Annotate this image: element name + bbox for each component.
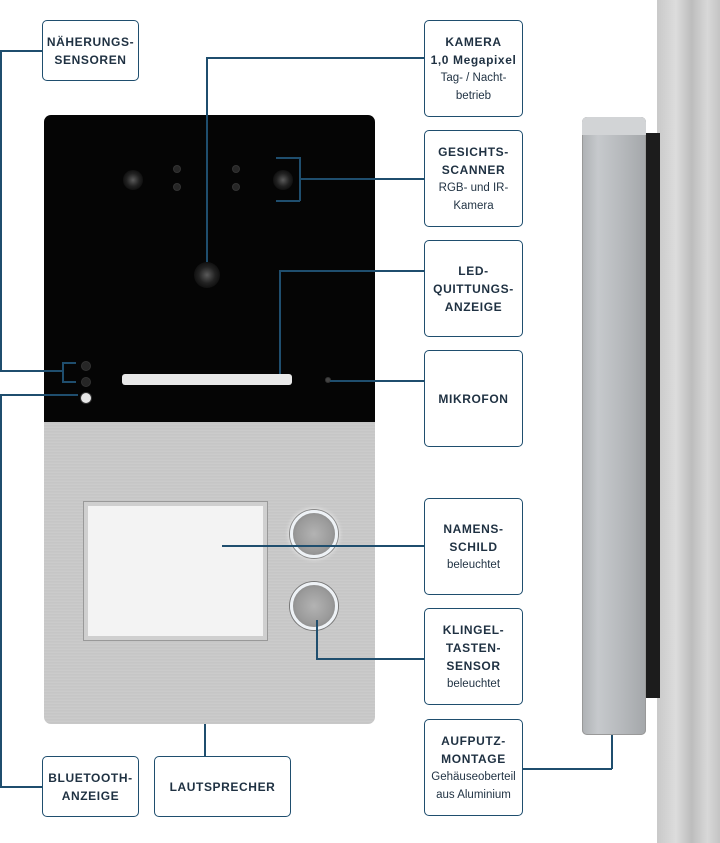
label-subtitle: RGB- und IR- Kamera xyxy=(438,181,509,212)
label-subtitle: Tag- / Nacht- betrieb xyxy=(440,71,507,102)
connector-line xyxy=(0,786,42,788)
connector-line xyxy=(279,270,424,272)
label-face-scanner xyxy=(424,130,523,227)
label-title: KLINGEL- TASTEN- SENSOR xyxy=(442,622,505,673)
connector-line xyxy=(0,370,62,372)
face-scanner-left-camera xyxy=(123,170,143,190)
connector-line xyxy=(330,380,424,382)
label-camera xyxy=(424,20,523,117)
connector-line xyxy=(316,620,318,659)
connector-line xyxy=(62,381,76,383)
face-scanner-right-camera xyxy=(273,170,293,190)
connector-line xyxy=(611,735,613,769)
label-camera-resolution: 1,0 Megapixel xyxy=(430,52,517,67)
side-view-housing xyxy=(582,117,646,735)
label-surface-mount xyxy=(424,719,523,816)
label-led-indicator xyxy=(424,240,523,337)
label-title: NÄHERUNGS- SENSOREN xyxy=(46,34,135,67)
label-title: MIKROFON xyxy=(438,391,509,406)
label-title: BLUETOOTH- ANZEIGE xyxy=(48,770,133,803)
ir-led-dot xyxy=(174,184,180,190)
label-title: GESICHTS- SCANNER xyxy=(438,144,509,177)
connector-line xyxy=(299,178,424,180)
connector-line xyxy=(276,157,300,159)
connector-line xyxy=(316,658,424,660)
connector-line xyxy=(523,768,612,770)
name-plate xyxy=(84,502,267,640)
connector-line xyxy=(0,394,2,786)
label-subtitle: beleuchtet xyxy=(446,558,501,571)
proximity-sensor xyxy=(82,378,90,386)
connector-line xyxy=(279,270,281,374)
label-title: LED- QUITTUNGS- ANZEIGE xyxy=(433,263,514,314)
label-microphone xyxy=(424,350,523,447)
label-subtitle: beleuchtet xyxy=(446,677,501,690)
connector-line xyxy=(62,362,76,364)
label-bell-sensor xyxy=(424,608,523,705)
connector-line xyxy=(0,50,44,52)
connector-line xyxy=(222,545,424,547)
connector-line xyxy=(204,724,206,756)
connector-line xyxy=(62,362,64,382)
connector-line xyxy=(276,200,300,202)
bell-button-upper[interactable] xyxy=(290,510,338,558)
proximity-sensor xyxy=(82,362,90,370)
ir-led-dot xyxy=(233,166,239,172)
ir-led-dot xyxy=(233,184,239,190)
main-camera-lens xyxy=(194,262,220,288)
label-proximity-sensors xyxy=(42,20,139,81)
led-confirmation-bar xyxy=(122,374,292,385)
connector-line xyxy=(0,50,2,370)
wall-background xyxy=(657,0,720,843)
label-bluetooth xyxy=(42,756,139,817)
label-speaker xyxy=(154,756,291,817)
side-view-housing-top xyxy=(582,117,646,135)
ir-led-dot xyxy=(174,166,180,172)
label-title: LAUTSPRECHER xyxy=(169,779,276,794)
connector-line xyxy=(299,157,301,201)
connector-line xyxy=(206,57,208,262)
connector-line xyxy=(206,57,424,59)
bluetooth-led xyxy=(81,393,91,403)
label-nameplate xyxy=(424,498,523,595)
connector-line xyxy=(0,394,78,396)
label-subtitle: Gehäuseoberteil aus Aluminium xyxy=(431,770,516,801)
label-title: KAMERA xyxy=(445,34,502,49)
label-title: NAMENS- SCHILD xyxy=(443,521,504,554)
label-title: AUFPUTZ- MONTAGE xyxy=(441,733,506,766)
bell-button-lower[interactable] xyxy=(290,582,338,630)
